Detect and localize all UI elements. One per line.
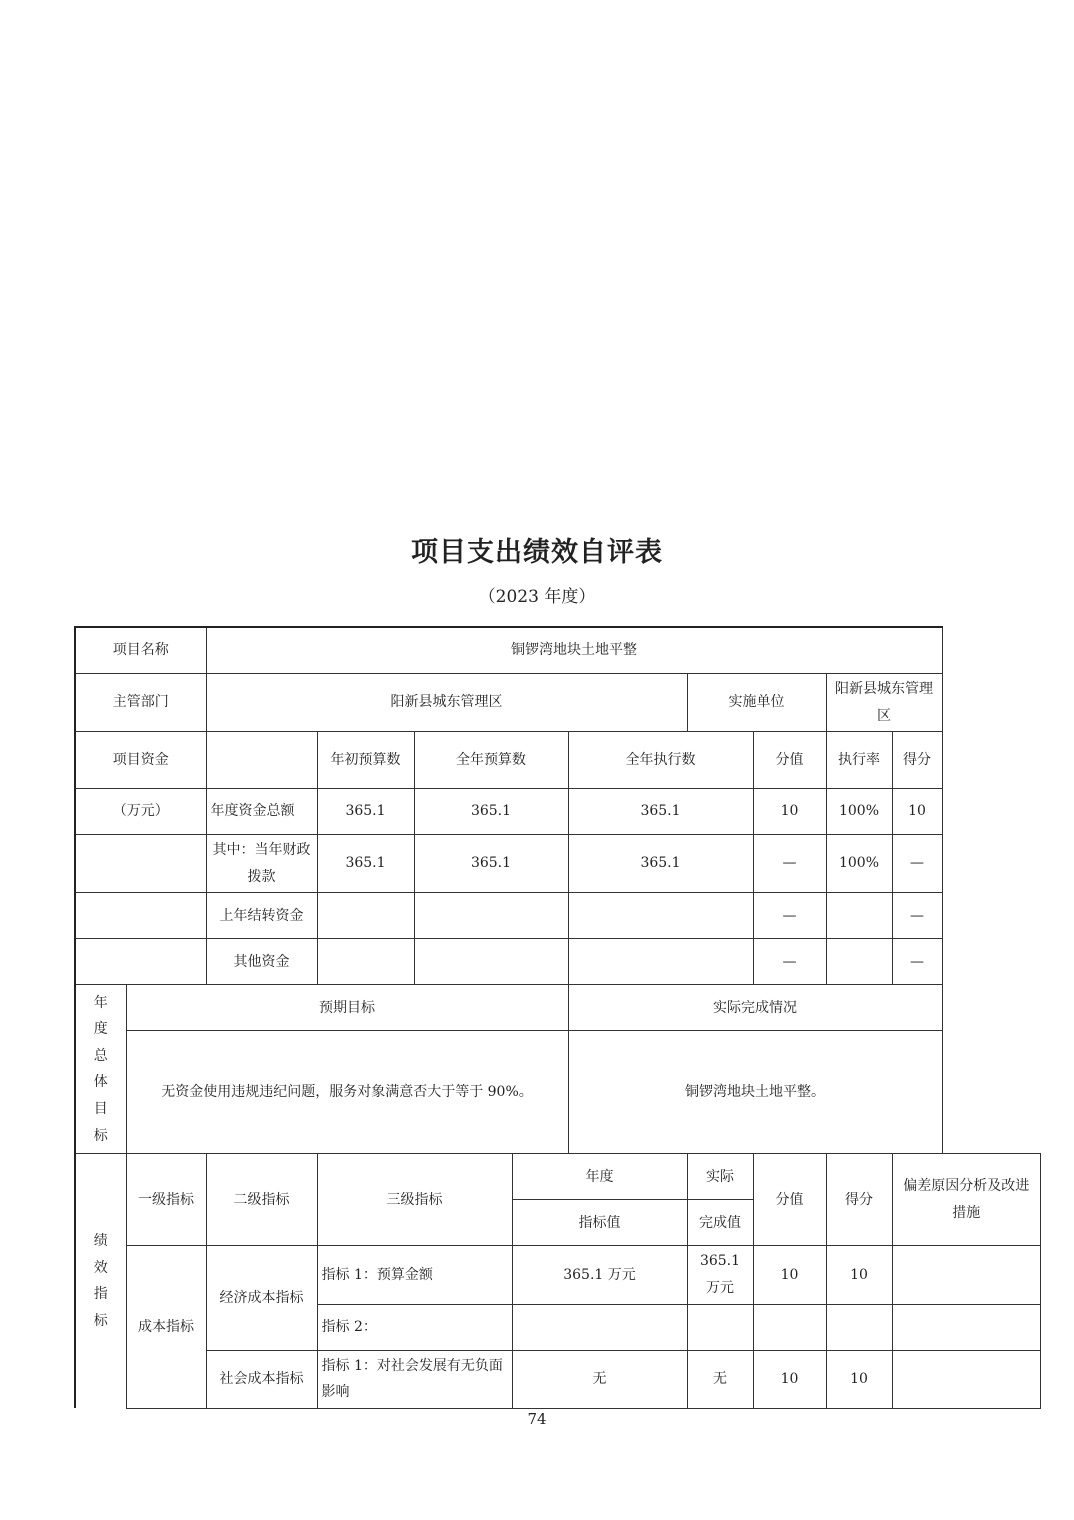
fund-full [414, 893, 568, 939]
goals-label: 年 度 总 体 目 标 [75, 985, 126, 1154]
indicator-actual [687, 1304, 753, 1350]
header-got: 得分 [892, 732, 942, 789]
fund-initial [317, 893, 414, 939]
header-reason: 偏差原因分析及改进措施 [892, 1154, 1041, 1246]
fund-got: — [892, 893, 942, 939]
fund-got: — [892, 835, 942, 893]
project-name-row [75, 627, 1041, 674]
fund-exec: 365.1 [568, 789, 753, 835]
fund-rate: 100% [826, 835, 892, 893]
fund-row-label: 年度资金总额 [206, 789, 317, 835]
funds-row [75, 789, 1041, 835]
fund-exec: 365.1 [568, 835, 753, 893]
header-level3: 三级指标 [317, 1154, 512, 1246]
header-execution: 全年执行数 [568, 732, 753, 789]
fund-rate: 100% [826, 789, 892, 835]
fund-exec [568, 939, 753, 985]
social-cost-label: 社会成本指标 [206, 1350, 317, 1408]
header-level1: 一级指标 [126, 1154, 206, 1246]
fund-score: 10 [753, 789, 826, 835]
fund-initial: 365.1 [317, 835, 414, 893]
indicator-score: 10 [753, 1246, 826, 1304]
actual-goal-text: 铜锣湾地块土地平整。 [568, 1031, 942, 1154]
fund-exec [568, 893, 753, 939]
fund-full: 365.1 [414, 789, 568, 835]
fund-initial: 365.1 [317, 789, 414, 835]
indicator-reason [892, 1246, 1041, 1304]
indicator-actual: 无 [687, 1350, 753, 1408]
indicator-name: 指标 2： [317, 1304, 512, 1350]
header-got: 得分 [826, 1154, 892, 1246]
funds-label: 项目资金 [75, 732, 206, 789]
indicator-score [753, 1304, 826, 1350]
indicator-got: 10 [826, 1350, 892, 1408]
funds-header-blank [206, 732, 317, 789]
fund-full [414, 939, 568, 985]
fund-row-label: 其他资金 [206, 939, 317, 985]
header-target-top: 年度 [512, 1154, 687, 1200]
funds-row [75, 893, 1041, 939]
indicator-reason [892, 1350, 1041, 1408]
expected-goal-text: 无资金使用违规违纪问题，服务对象满意否大于等于 90%。 [126, 1031, 568, 1154]
fund-full: 365.1 [414, 835, 568, 893]
funds-row [75, 835, 1041, 893]
dept-row [75, 674, 1041, 732]
impl-label: 实施单位 [687, 674, 826, 732]
header-rate: 执行率 [826, 732, 892, 789]
indicator-target [512, 1304, 687, 1350]
indicator-target: 无 [512, 1350, 687, 1408]
goals-header-row [75, 985, 1041, 1031]
indicator-score: 10 [753, 1350, 826, 1408]
indicator-name: 指标 1：预算金额 [317, 1246, 512, 1304]
impl-value: 阳新县城东管理区 [826, 674, 942, 732]
funds-header-row [75, 732, 1041, 789]
funds-blank [75, 939, 206, 985]
fund-score: — [753, 939, 826, 985]
funds-unit: （万元） [75, 789, 206, 835]
fund-rate [826, 939, 892, 985]
indicator-actual: 365.1 万元 [687, 1246, 753, 1304]
header-actual-top: 实际 [687, 1154, 753, 1200]
dept-value: 阳新县城东管理区 [206, 674, 687, 732]
fund-row-label: 上年结转资金 [206, 893, 317, 939]
indicator-header-row [75, 1154, 1041, 1200]
fund-rate [826, 893, 892, 939]
header-target-bottom: 指标值 [512, 1200, 687, 1246]
header-score: 分值 [753, 1154, 826, 1246]
expected-goal-label: 预期目标 [126, 985, 568, 1031]
indicator-row [75, 1246, 1041, 1304]
actual-goal-label: 实际完成情况 [568, 985, 942, 1031]
header-initial-budget: 年初预算数 [317, 732, 414, 789]
dept-label: 主管部门 [75, 674, 206, 732]
fund-got: 10 [892, 789, 942, 835]
indicator-got: 10 [826, 1246, 892, 1304]
header-full-budget: 全年预算数 [414, 732, 568, 789]
header-actual-bottom: 完成值 [687, 1200, 753, 1246]
page-title: 项目支出绩效自评表 [411, 537, 663, 568]
page-subtitle: （2023 年度） [478, 587, 596, 607]
cost-indicator-label: 成本指标 [126, 1246, 206, 1408]
indicator-target: 365.1 万元 [512, 1246, 687, 1304]
indicator-got [826, 1304, 892, 1350]
econ-cost-label: 经济成本指标 [206, 1246, 317, 1350]
funds-blank [75, 893, 206, 939]
project-name-label: 项目名称 [75, 627, 206, 674]
header-score: 分值 [753, 732, 826, 789]
funds-row [75, 939, 1041, 985]
project-name-value: 铜锣湾地块土地平整 [206, 627, 942, 674]
fund-got: — [892, 939, 942, 985]
page-number: 74 [527, 1410, 547, 1428]
evaluation-table [74, 626, 1041, 1409]
fund-initial [317, 939, 414, 985]
indicators-label: 绩 效 指 标 [75, 1154, 126, 1408]
header-level2: 二级指标 [206, 1154, 317, 1246]
goals-content-row [75, 1031, 1041, 1154]
funds-blank [75, 835, 206, 893]
indicator-row [75, 1350, 1041, 1408]
indicator-name: 指标 1：对社会发展有无负面影响 [317, 1350, 512, 1408]
indicator-reason [892, 1304, 1041, 1350]
fund-row-label: 其中：当年财政拨款 [206, 835, 317, 893]
fund-score: — [753, 835, 826, 893]
fund-score: — [753, 893, 826, 939]
